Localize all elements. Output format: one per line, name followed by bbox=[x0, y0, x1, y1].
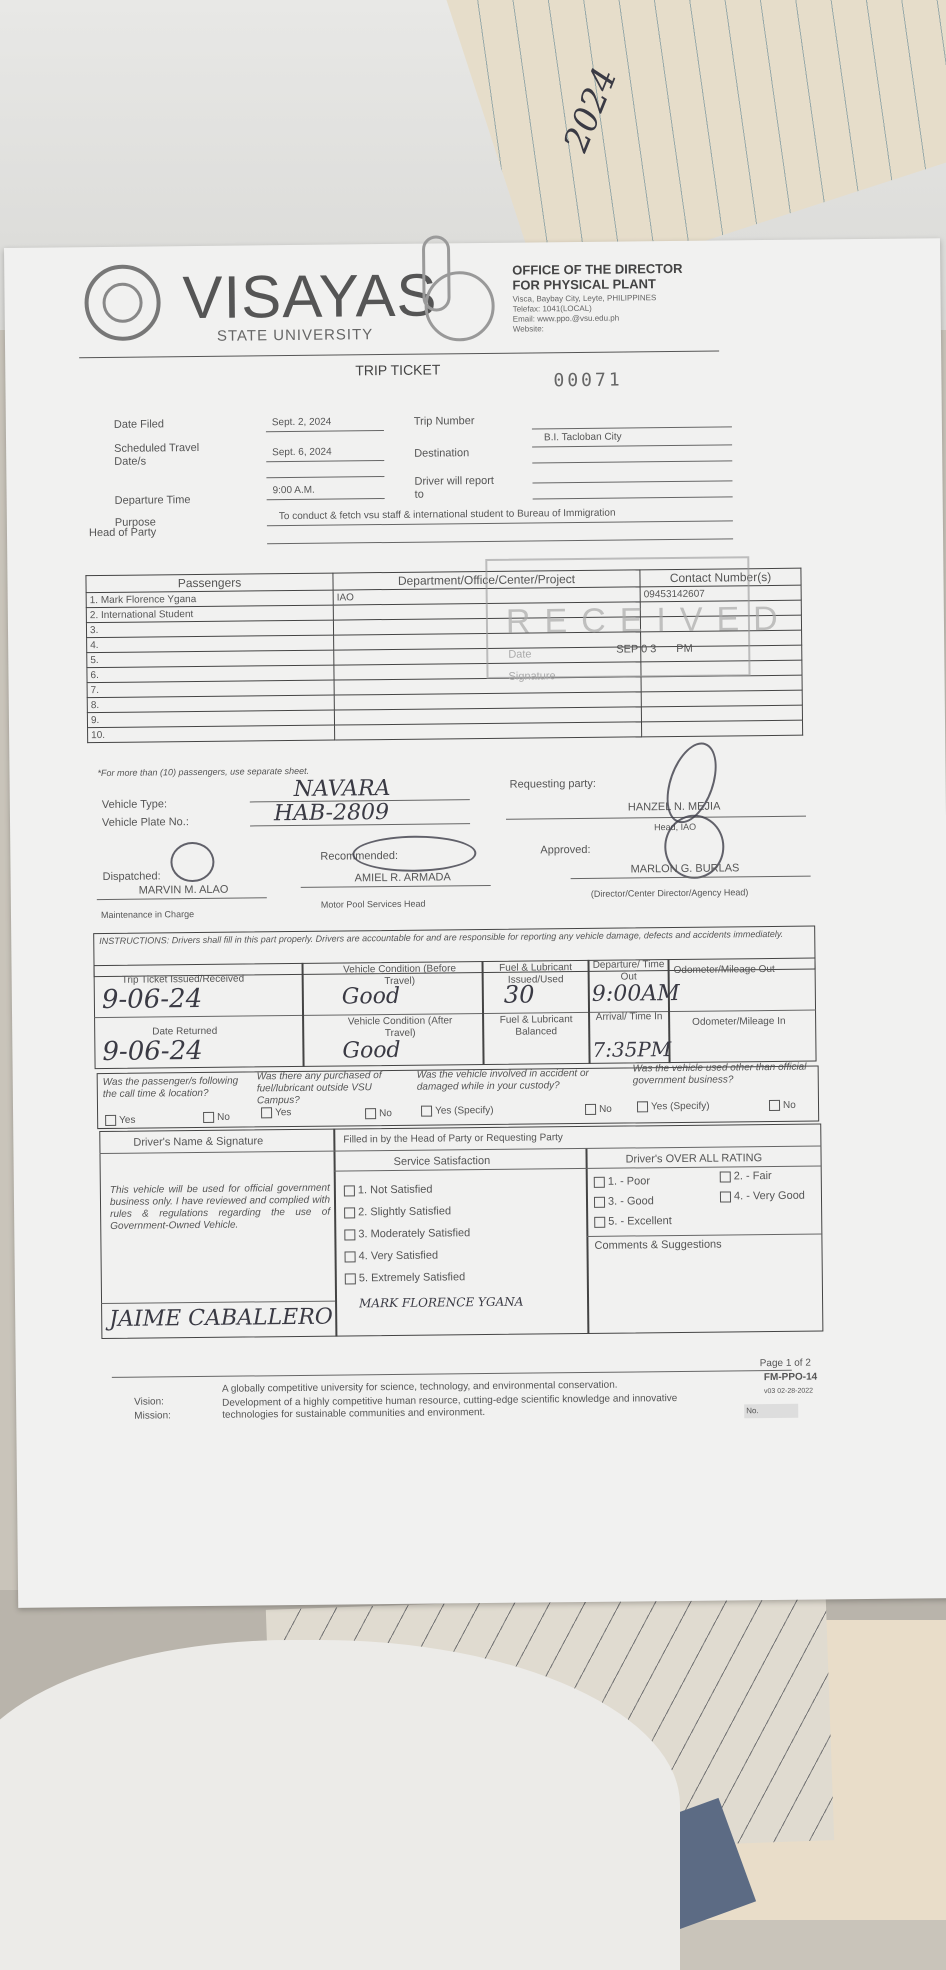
office-line-2: FOR PHYSICAL PLANT bbox=[512, 276, 656, 293]
office-title bbox=[512, 261, 683, 293]
received-stamp-text: RECEIVED bbox=[505, 599, 792, 641]
service-option-label: 4. Very Satisfied bbox=[358, 1249, 439, 1263]
office-telefax: Telefax: 1041(LOCAL) bbox=[512, 303, 592, 314]
travel-date-line-2 bbox=[266, 476, 384, 478]
stamp-date-label: Date bbox=[508, 648, 532, 661]
office-contact bbox=[513, 293, 657, 335]
recommended-line bbox=[301, 885, 491, 888]
q4-yes[interactable] bbox=[637, 1101, 710, 1114]
vision-label: Vision: bbox=[134, 1396, 164, 1408]
university-subtitle: STATE UNIVERSITY bbox=[216, 326, 374, 345]
passenger-contact bbox=[641, 705, 802, 722]
service-option-5[interactable] bbox=[345, 1271, 465, 1284]
q1-no[interactable] bbox=[203, 1112, 230, 1124]
trip-ticket-document bbox=[4, 238, 946, 1608]
q3-no[interactable] bbox=[585, 1104, 612, 1116]
driver-header: Driver's Name & Signature bbox=[133, 1135, 264, 1149]
arrival-time-in-value: 7:35PM bbox=[592, 1037, 672, 1062]
fuel-issued-label: Fuel & Lubricant Issued/Used bbox=[499, 962, 573, 986]
purpose-label: Purpose bbox=[114, 516, 156, 529]
trip-number-line bbox=[532, 426, 732, 429]
date-filed-value: Sept. 2, 2024 bbox=[271, 416, 332, 429]
q1-yes[interactable] bbox=[105, 1115, 135, 1127]
q3-yes[interactable] bbox=[421, 1105, 494, 1118]
department-header: Department/Office/Center/Project bbox=[333, 570, 640, 590]
form-title: TRIP TICKET bbox=[355, 361, 441, 379]
departure-time-out-label: Departure/ Time Out bbox=[592, 959, 665, 983]
passenger-number: 10. bbox=[88, 725, 335, 743]
departure-time-line bbox=[267, 498, 385, 500]
driver-report-line bbox=[532, 480, 732, 483]
passenger-dept bbox=[335, 722, 642, 740]
office-address: Visca, Baybay City, Leyte, PHILIPPINES bbox=[512, 293, 657, 304]
stamp-time: PM bbox=[676, 642, 693, 655]
purpose-value: To conduct & fetch vsu staff & international student to Bureau of Immigration bbox=[278, 507, 616, 523]
checkbox-icon bbox=[344, 1207, 355, 1218]
filled-header: Filled in by the Head of Party or Requesting Party bbox=[343, 1132, 563, 1146]
passenger-number: 1. bbox=[89, 594, 99, 606]
requesting-party-name: HANZEL N. MEJIA bbox=[627, 800, 721, 814]
cond-before-label: Vehicle Condition (Before Travel) bbox=[343, 963, 457, 988]
recommended-signature bbox=[352, 835, 476, 872]
service-option-label: 1. Not Satisfied bbox=[357, 1183, 433, 1197]
overall-option-label: 1. - Poor bbox=[607, 1175, 651, 1188]
checkbox-icon bbox=[720, 1171, 731, 1182]
dispatched-signature bbox=[170, 842, 214, 882]
overall-option-3[interactable] bbox=[594, 1195, 654, 1208]
travel-date-value: Sept. 6, 2024 bbox=[272, 446, 332, 459]
recommended-label: Recommended: bbox=[320, 849, 399, 863]
service-option-2[interactable] bbox=[344, 1205, 451, 1218]
checkbox-icon bbox=[261, 1107, 272, 1118]
recommended-name: AMIEL R. ARMADA bbox=[354, 871, 451, 885]
checkbox-icon bbox=[637, 1101, 648, 1112]
service-option-label: 5. Extremely Satisfied bbox=[358, 1271, 466, 1285]
passenger-number: 7. bbox=[87, 680, 334, 698]
university-seal-icon bbox=[84, 264, 161, 341]
q4-no-label: No bbox=[782, 1099, 796, 1112]
passenger-number: 4. bbox=[87, 635, 334, 653]
q1-yes-label: Yes bbox=[119, 1114, 136, 1126]
destination-value: B.I. Tacloban City bbox=[543, 431, 622, 444]
contact-header: Contact Number(s) bbox=[640, 568, 801, 587]
instructions-text: INSTRUCTIONS: Drivers shall fill in this part properly. Drivers are accountable for and are responsible for reporting any vehicle damage, defects and accidents immediately. bbox=[99, 928, 784, 947]
fuel-balanced-label: Fuel & Lubricant Balanced bbox=[499, 1014, 573, 1038]
q2-yes-label: Yes bbox=[275, 1107, 292, 1119]
head-of-party-label: Head of Party bbox=[88, 526, 157, 540]
question-2: Was there any purchased of fuel/lubricant outside VSU Campus? bbox=[256, 1070, 382, 1107]
checkbox-icon bbox=[345, 1251, 356, 1262]
requesting-party-line bbox=[506, 816, 806, 820]
vehicle-plate-label: Vehicle Plate No.: bbox=[101, 816, 189, 830]
cond-before-value: Good bbox=[341, 983, 401, 1010]
service-option-4[interactable] bbox=[345, 1250, 439, 1263]
odometer-out-label: Odometer/Mileage Out bbox=[673, 963, 775, 977]
travel-date-line bbox=[266, 460, 384, 462]
checkbox-icon bbox=[594, 1196, 605, 1207]
form-code: FM-PPO-14 bbox=[763, 1371, 818, 1384]
vehicle-plate-value: HAB-2809 bbox=[273, 799, 390, 827]
overall-option-1[interactable] bbox=[594, 1175, 650, 1188]
stamp-date: SEP 0 3 bbox=[616, 643, 657, 656]
office-email: Email: www.ppo.@vsu.edu.ph bbox=[512, 313, 620, 324]
travel-date-label: Scheduled Travel Date/s bbox=[114, 441, 200, 468]
printed-trip-number: 00071 bbox=[553, 369, 623, 392]
passenger-contact bbox=[641, 675, 802, 692]
departure-time-value: 9:00 A.M. bbox=[272, 484, 315, 497]
fuel-issued-value: 30 bbox=[503, 980, 535, 1009]
paper-clip-icon bbox=[422, 235, 451, 311]
checkbox-icon bbox=[344, 1229, 355, 1240]
question-1: Was the passenger/s following the call time & location? bbox=[102, 1075, 239, 1101]
requesting-party-title: Head, IAO bbox=[654, 821, 697, 833]
passenger-dept: IAO bbox=[333, 587, 640, 605]
checkbox-icon bbox=[585, 1104, 596, 1115]
passenger-contact bbox=[641, 720, 802, 737]
departure-time-label: Departure Time bbox=[114, 494, 191, 507]
checkbox-icon bbox=[105, 1115, 116, 1126]
arrival-time-in-label: Arrival/ Time In bbox=[595, 1011, 663, 1023]
q3-no-label: No bbox=[598, 1103, 612, 1115]
stamp-signature-label: Signature bbox=[508, 670, 556, 683]
vision-text: A globally competitive university for science, technology, and environmental conservation. bbox=[221, 1379, 618, 1395]
passenger-number: 8. bbox=[87, 695, 334, 713]
returned-value: 9-06-24 bbox=[102, 1035, 203, 1068]
overall-option-5[interactable] bbox=[594, 1215, 672, 1228]
checkbox-icon bbox=[203, 1112, 214, 1123]
checkbox-icon bbox=[365, 1108, 376, 1119]
overall-option-label: 5. - Excellent bbox=[608, 1215, 672, 1228]
service-option-1[interactable] bbox=[344, 1184, 433, 1197]
cond-after-label: Vehicle Condition (After Travel) bbox=[347, 1015, 453, 1040]
header-divider bbox=[79, 351, 719, 359]
passenger-name: Mark Florence Ygana bbox=[100, 593, 197, 606]
approved-title: (Director/Center Director/Agency Head) bbox=[590, 887, 749, 899]
destination-label: Destination bbox=[414, 447, 470, 460]
q4-yes-label: Yes (Specify) bbox=[650, 1100, 710, 1113]
checkbox-icon bbox=[720, 1191, 731, 1202]
footer-divider bbox=[112, 1370, 792, 1378]
service-option-3[interactable] bbox=[344, 1227, 470, 1240]
office-website: Website: bbox=[512, 324, 544, 334]
returned-label: Date Returned bbox=[152, 1025, 218, 1038]
approved-name: MARLON G. BURLAS bbox=[630, 862, 740, 876]
passenger-note: *For more than (10) passengers, use separate sheet. bbox=[97, 765, 310, 779]
driver-report-line-2 bbox=[533, 496, 733, 499]
departure-time-out-value: 9:00AM bbox=[591, 980, 680, 1007]
passenger-contact bbox=[641, 690, 802, 707]
q2-no[interactable] bbox=[365, 1108, 392, 1120]
document-number: No. bbox=[744, 1404, 799, 1419]
driver-name-signature: JAIME CABALLERO bbox=[109, 1304, 333, 1332]
comments-header: Comments & Suggestions bbox=[594, 1238, 722, 1252]
question-3: Was the vehicle involved in accident or damaged while in your custody? bbox=[416, 1067, 589, 1093]
declaration-text: This vehicle will be used for official government business only. I have reviewed and complied with rules & regulations regarding the use of Government-Owned Vehicle. bbox=[109, 1182, 331, 1232]
passengers-header: Passengers bbox=[86, 573, 333, 593]
passenger-number: 9. bbox=[87, 710, 334, 728]
head-party-signature: MARK FLORENCE YGANA bbox=[358, 1294, 524, 1311]
overall-header: Driver's OVER ALL RATING bbox=[625, 1152, 763, 1166]
checkbox-icon bbox=[345, 1273, 356, 1284]
q3-yes-label: Yes (Specify) bbox=[435, 1105, 494, 1117]
overall-option-label: 3. - Good bbox=[607, 1195, 654, 1208]
checkbox-icon bbox=[344, 1185, 355, 1196]
university-name: VISAYAS bbox=[182, 261, 438, 332]
background-handwriting: 2024 bbox=[555, 62, 626, 158]
checkbox-icon bbox=[421, 1106, 432, 1117]
dispatched-title: Maintenance in Charge bbox=[100, 909, 195, 921]
issued-label: Trip Ticket Issued/Received bbox=[121, 973, 245, 986]
destination-line-2 bbox=[532, 460, 732, 463]
passenger-number: 6. bbox=[87, 665, 334, 683]
service-header: Service Satisfaction bbox=[393, 1154, 491, 1168]
date-filed-line bbox=[266, 430, 384, 432]
q1-no-label: No bbox=[217, 1111, 230, 1123]
dispatched-line bbox=[97, 897, 267, 900]
overall-option-label: 2. - Fair bbox=[733, 1170, 772, 1183]
form-version: v03 02-28-2022 bbox=[763, 1387, 814, 1396]
issued-value: 9-06-24 bbox=[101, 983, 203, 1016]
question-4: Was the vehicle used other than official government business? bbox=[632, 1061, 807, 1087]
approved-label: Approved: bbox=[540, 843, 591, 857]
odometer-in-label: Odometer/Mileage In bbox=[692, 1015, 786, 1028]
checkbox-icon bbox=[594, 1216, 605, 1227]
vehicle-type-label: Vehicle Type: bbox=[101, 798, 168, 812]
dispatched-name: MARVIN M. ALAO bbox=[138, 883, 229, 897]
passenger-number: 5. bbox=[87, 650, 334, 668]
mission-label: Mission: bbox=[134, 1410, 171, 1422]
destination-line bbox=[532, 444, 732, 447]
driver-report-label: Driver will report to bbox=[414, 474, 494, 501]
checkbox-icon bbox=[594, 1176, 605, 1187]
background-white-cloth bbox=[0, 1640, 680, 1970]
service-option-label: 3. Moderately Satisfied bbox=[358, 1227, 471, 1241]
q2-yes[interactable] bbox=[261, 1107, 291, 1119]
page-number: Page 1 of 2 bbox=[759, 1357, 811, 1370]
passenger-number: 3. bbox=[86, 620, 333, 638]
q2-no-label: No bbox=[379, 1108, 392, 1120]
overall-option-label: 4. - Very Good bbox=[733, 1189, 805, 1203]
trip-number-label: Trip Number bbox=[413, 415, 475, 428]
overall-option-4[interactable] bbox=[720, 1190, 805, 1203]
passenger-name: International Student bbox=[100, 608, 194, 621]
cond-after-value: Good bbox=[342, 1037, 401, 1064]
office-line-1: OFFICE OF THE DIRECTOR bbox=[512, 260, 683, 278]
checkbox-icon bbox=[769, 1100, 780, 1111]
dispatched-label: Dispatched: bbox=[102, 870, 161, 884]
mission-text: Development of a highly competitive human resource, cutting-edge scientific knowledge and innovative technologies for sustainable communities and environment. bbox=[222, 1393, 678, 1421]
head-of-party-line bbox=[267, 538, 733, 544]
recommended-title: Motor Pool Services Head bbox=[320, 898, 426, 910]
passenger-number: 2. bbox=[89, 609, 99, 621]
passenger-contact: 09453142607 bbox=[640, 585, 801, 602]
q4-no[interactable] bbox=[769, 1100, 796, 1112]
date-filed-label: Date Filed bbox=[113, 418, 165, 431]
overall-option-2[interactable] bbox=[720, 1170, 772, 1183]
service-option-label: 2. Slightly Satisfied bbox=[358, 1205, 452, 1219]
requesting-party-label: Requesting party: bbox=[509, 777, 596, 791]
vehicle-type-value: NAVARA bbox=[293, 775, 391, 802]
